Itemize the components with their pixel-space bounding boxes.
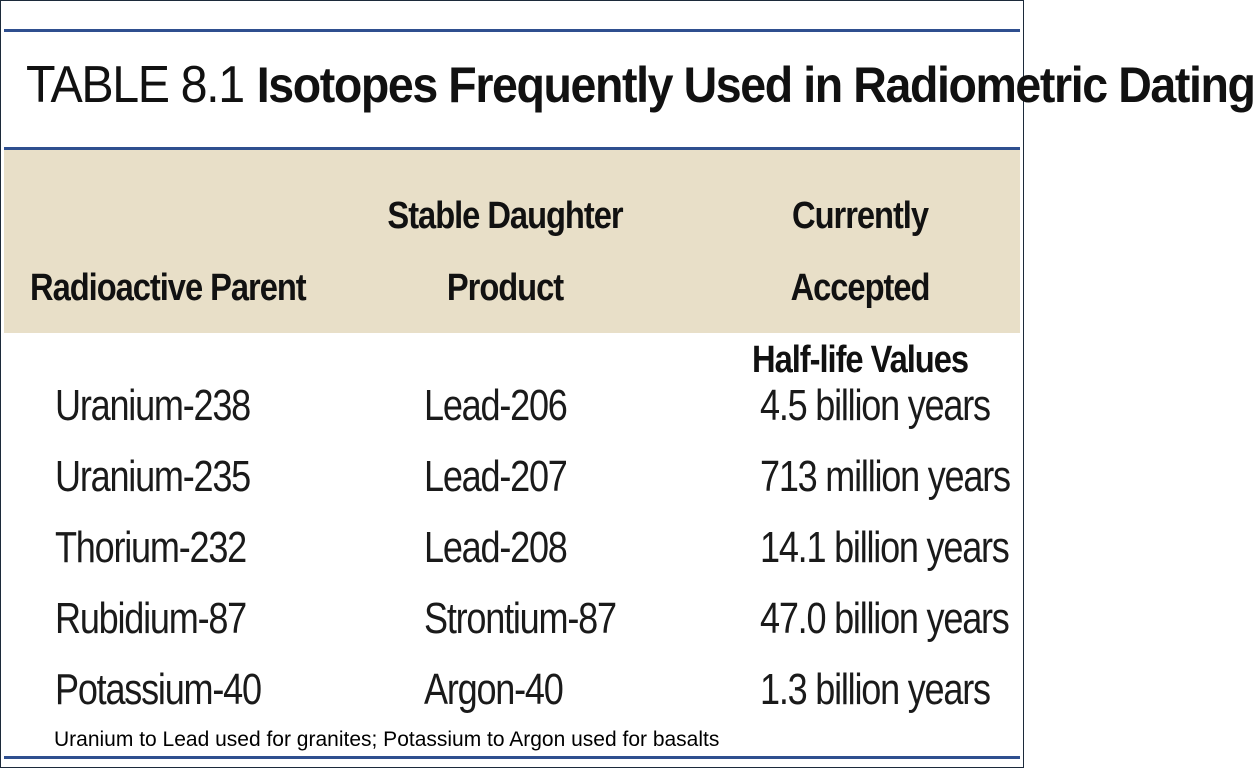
cell-daughter: Argon-40 <box>424 665 563 714</box>
top-rule <box>4 29 1020 32</box>
cell-daughter: Lead-207 <box>424 452 567 501</box>
cell-halflife: 4.5 billion years <box>760 381 990 430</box>
column-header-halflife-line1: Currently Accepted <box>790 195 930 309</box>
table-row <box>0 512 1024 583</box>
footnote: Uranium to Lead used for granites; Potassium to Argon used for basalts <box>54 728 720 751</box>
cell-halflife: 14.1 billion years <box>760 523 1009 572</box>
table-heading: Isotopes Frequently Used in Radiometric Dating <box>256 57 1255 113</box>
cell-parent: Uranium-235 <box>55 452 251 501</box>
cell-halflife: 713 million years <box>760 452 1010 501</box>
cell-daughter: Strontium-87 <box>424 594 616 643</box>
column-header-halflife <box>722 180 997 396</box>
cell-daughter: Lead-208 <box>424 523 567 572</box>
table-title <box>26 55 1255 115</box>
cell-parent: Uranium-238 <box>55 381 251 430</box>
column-header-parent-label: Radioactive Parent <box>30 267 306 309</box>
table-row <box>0 441 1024 512</box>
cell-parent: Potassium-40 <box>55 665 261 714</box>
column-header-daughter-line2: Product <box>446 267 564 309</box>
cell-halflife: 1.3 billion years <box>760 665 990 714</box>
bottom-rule <box>4 756 1020 759</box>
cell-daughter: Lead-206 <box>424 381 567 430</box>
table-row <box>0 370 1024 441</box>
column-header-parent <box>30 252 306 324</box>
table-row <box>0 583 1024 654</box>
cell-halflife: 47.0 billion years <box>760 594 1009 643</box>
table-label: TABLE 8.1 <box>26 56 244 114</box>
table-row <box>0 654 1024 725</box>
column-header-daughter-line1: Stable Daughter <box>387 195 623 237</box>
column-header-halflife-line2: Half-life Values <box>752 339 968 381</box>
table-body <box>0 370 1024 725</box>
cell-parent: Rubidium-87 <box>55 594 247 643</box>
column-header-daughter <box>363 180 647 324</box>
cell-parent: Thorium-232 <box>55 523 247 572</box>
